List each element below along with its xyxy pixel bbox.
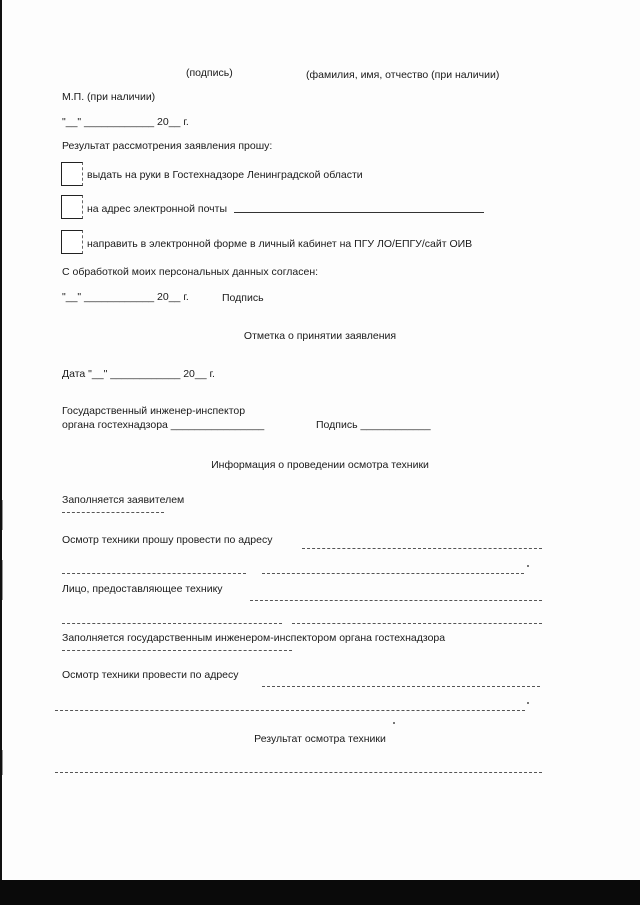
scan-artifact — [2, 750, 3, 775]
inspection-result-title: Результат осмотра техники — [254, 733, 386, 745]
checkbox-handover[interactable] — [61, 162, 83, 186]
address-request-line-1[interactable] — [302, 548, 542, 549]
filled-by-inspector: Заполняется государственным инженером-инспектором органа гостехнадзора — [62, 632, 446, 644]
address-request-label: Осмотр техники прошу провести по адресу — [62, 534, 273, 546]
inspection-result-line[interactable] — [55, 772, 542, 773]
person-providing-line-3[interactable] — [292, 623, 542, 624]
checkbox-email[interactable] — [61, 195, 83, 219]
person-providing-line-1[interactable] — [250, 600, 542, 601]
name-caption: (фамилия, имя, отчество (при наличии) — [306, 69, 500, 81]
signature-caption: (подпись) — [186, 67, 233, 79]
email-input-line[interactable] — [234, 212, 484, 213]
filled-by-applicant: Заполняется заявителем — [62, 494, 185, 506]
acceptance-signature: Подпись ____________ — [316, 419, 431, 431]
acceptance-title: Отметка о принятии заявления — [243, 330, 397, 342]
scan-speck — [393, 722, 395, 724]
date-line-1: "__" ____________ 20__ г. — [62, 116, 189, 128]
scan-artifact — [2, 560, 3, 600]
consent-date-line: "__" ____________ 20__ г. — [62, 291, 189, 303]
person-providing-line-2[interactable] — [62, 623, 282, 624]
address-order-line-2[interactable] — [55, 710, 525, 711]
applicant-underline — [62, 512, 164, 513]
person-providing-label: Лицо, предоставляющее технику — [62, 583, 223, 595]
consent-signature-label: Подпись — [222, 292, 264, 304]
scan-artifact — [2, 500, 3, 530]
scan-bottom-bar — [0, 880, 640, 905]
option-cabinet-label: направить в электронной форме в личный кабинет на ПГУ ЛО/ЕПГУ/сайт ОИВ — [87, 238, 473, 250]
scan-speck — [527, 702, 529, 704]
consent-text: С обработкой моих персональных данных согласен: — [62, 266, 319, 278]
acceptance-date-line: Дата "__" ____________ 20__ г. — [62, 368, 215, 380]
inspector-line-2: органа гостехнадзора ________________ — [62, 419, 265, 431]
option-email-label: на адрес электронной почты — [87, 203, 228, 215]
address-order-label: Осмотр техники провести по адресу — [62, 669, 239, 681]
inspector-line-1: Государственный инженер-инспектор — [62, 405, 246, 417]
stamp-caption: М.П. (при наличии) — [62, 91, 156, 103]
inspector-underline — [62, 650, 292, 651]
result-section-title: Результат рассмотрения заявления прошу: — [62, 140, 273, 152]
address-request-line-3[interactable] — [262, 573, 524, 574]
checkbox-personal-cabinet[interactable] — [61, 230, 83, 254]
scan-speck — [527, 565, 529, 567]
option-handover-label: выдать на руки в Гостехнадзоре Ленинградской области — [87, 169, 363, 181]
address-request-line-2[interactable] — [62, 573, 246, 574]
address-order-line-1[interactable] — [262, 686, 540, 687]
inspection-title: Информация о проведении осмотра техники — [211, 459, 429, 471]
